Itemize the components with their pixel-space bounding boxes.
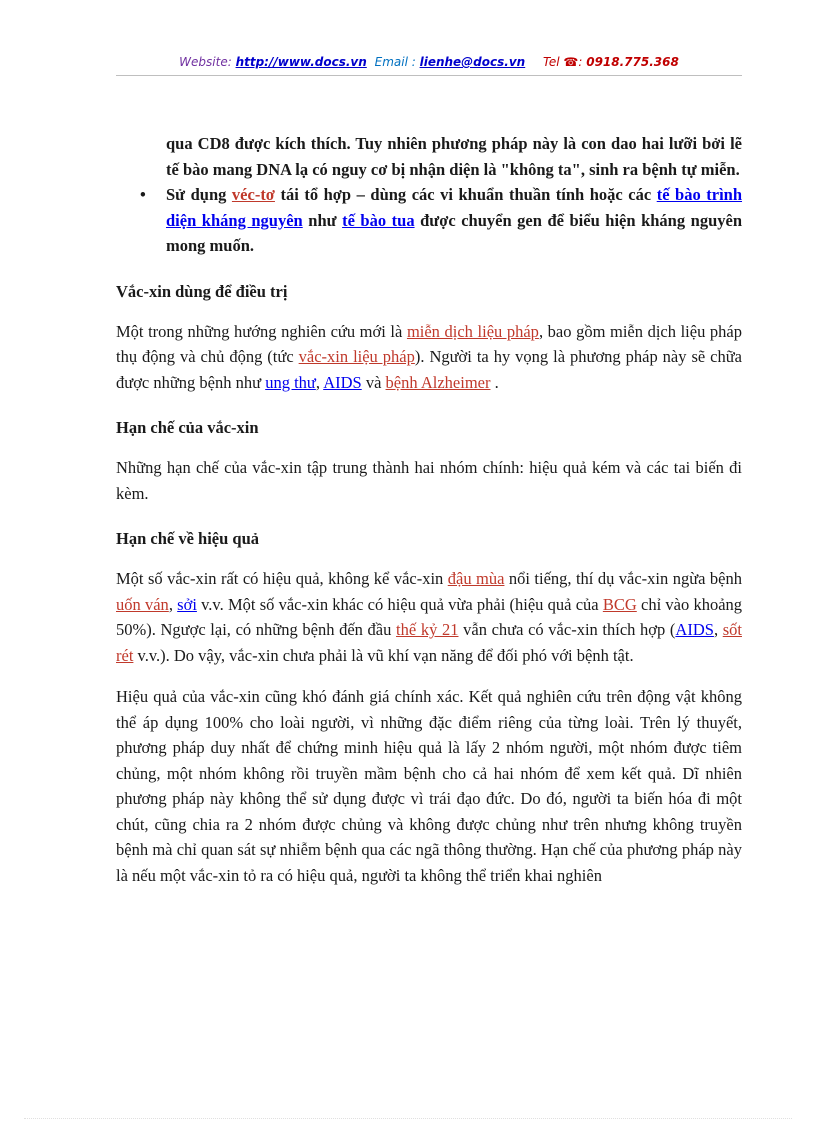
- website-link[interactable]: http://www.docs.vn: [235, 55, 367, 69]
- link-aids[interactable]: AIDS: [323, 372, 362, 392]
- bullet-item: [116, 182, 742, 259]
- link-malaria[interactable]: sốt rét: [116, 620, 742, 665]
- email-label: Email :: [374, 55, 420, 69]
- bullet-text: như: [302, 210, 343, 230]
- link-alzheimer[interactable]: bệnh Alzheimer: [385, 372, 491, 392]
- section-heading-effectiveness: Hạn chế về hiệu quả: [116, 529, 260, 548]
- paragraph-text: Một số vắc-xin rất có hiệu quả, không kể vắc-xin: [116, 569, 448, 588]
- paragraph-text: ,: [168, 594, 178, 614]
- link-aids[interactable]: AIDS: [675, 620, 714, 639]
- paragraph-text: và: [361, 372, 386, 392]
- bullet-text: được chuyển gen để biểu hiện kháng nguyên mong muốn.: [166, 210, 743, 255]
- section-heading-therapy: Vắc-xin dùng để điều trị: [116, 281, 288, 301]
- link-immunotherapy[interactable]: miễn dịch liệu pháp: [406, 321, 539, 341]
- link-antigen-presenting-cell[interactable]: tế bào trình diện kháng nguyên: [166, 185, 743, 230]
- paragraph-text: chỉ vào khoảng 50%). Ngược lại, có những bệnh đến đầu: [116, 594, 743, 639]
- paragraph-evaluation: Hiệu quả của vắc-xin cũng khó đánh giá chính xác. Kết quả nghiên cứu trên động vật không thể áp dụng 100% cho loài người, vì những đặc điểm riêng của từng loài. Trên lý thuyết, phương pháp duy nhất để chứng minh hiệu quả là lấy 2 nhóm người, một nhóm được tiêm chủng, một nhóm không rồi truyền mầm bệnh cho cả hai nhóm để xem kết quả. Dĩ nhiên phương pháp này không thể sử dụng được vì trái đạo đức. Do đó, người ta biến hóa đi một chút, cũng chia ra 2 nhóm được chủng và không được chủng như trên nhưng không truyền bệnh mà chỉ quan sát sự nhiễm bệnh qua các ngã thông thường. Hạn chế của phương pháp này là nếu một vắc-xin tỏ ra có hiệu quả, người ta không thể triển khai nghiên: [116, 687, 742, 885]
- link-tetanus[interactable]: uốn ván: [116, 594, 169, 614]
- link-vaccine-therapy[interactable]: vắc-xin liệu pháp: [298, 347, 415, 366]
- phone-number: 0918.775.368: [586, 55, 679, 69]
- page-header: [116, 55, 742, 76]
- paragraph-text: Một trong những hướng nghiên cứu mới là: [116, 321, 407, 341]
- email-link[interactable]: lienhe@docs.vn: [419, 55, 526, 69]
- document-body: [116, 131, 742, 888]
- paragraph-text: ,: [713, 620, 723, 639]
- paragraph-text: v.v.). Do vậy, vắc-xin chưa phải là vũ khí vạn năng để đối phó với bệnh tật.: [133, 645, 634, 665]
- paragraph-therapy: [116, 319, 742, 396]
- paragraph-text: ,: [315, 372, 324, 392]
- website-label: Website:: [179, 55, 236, 69]
- paragraph-text: .: [490, 372, 499, 392]
- bullet-text: Sử dụng: [166, 185, 232, 204]
- paragraph-effectiveness: [116, 566, 742, 668]
- paragraph-text: nổi tiếng, thí dụ vắc-xin ngừa bệnh: [504, 569, 742, 588]
- bullet-text: tái tổ hợp – dùng các vi khuẩn thuần tính hoặc các: [274, 185, 657, 204]
- phone-label: Tel ☎:: [543, 55, 587, 69]
- paragraph-text: ). Người ta hy vọng là phương pháp này sẽ chữa được những bệnh như: [116, 347, 743, 392]
- section-heading-limitations: Hạn chế của vắc-xin: [116, 418, 259, 437]
- link-measles[interactable]: sởi: [177, 594, 197, 614]
- link-vector[interactable]: véc-tơ: [231, 185, 275, 204]
- paragraph-text: vẫn chưa có vắc-xin thích hợp (: [458, 620, 676, 639]
- paragraph-limitations: Những hạn chế của vắc-xin tập trung thành hai nhóm chính: hiệu quả kém và các tai biến đi kèm.: [116, 458, 742, 503]
- page-bottom-divider: [24, 1118, 792, 1119]
- paragraph-text: , bao gồm miễn dịch liệu pháp thụ động và chủ động (tức: [116, 321, 743, 366]
- link-smallpox[interactable]: đậu mùa: [447, 569, 505, 588]
- link-21st-century[interactable]: thế kỷ 21: [396, 620, 459, 639]
- link-bcg[interactable]: BCG: [602, 594, 637, 614]
- paragraph-text: v.v. Một số vắc-xin khác có hiệu quả vừa phải (hiệu quả của: [196, 594, 603, 614]
- bullet-marker: •: [140, 185, 146, 204]
- link-dendritic-cell[interactable]: tế bào tua: [342, 210, 415, 230]
- continued-text: qua CD8 được kích thích. Tuy nhiên phương pháp này là con dao hai lưỡi bởi lẽ tế bào mang DNA lạ có nguy cơ bị nhận diện là "không ta", sinh ra bệnh tự miễn.: [166, 134, 742, 179]
- link-cancer[interactable]: ung thư: [265, 372, 316, 392]
